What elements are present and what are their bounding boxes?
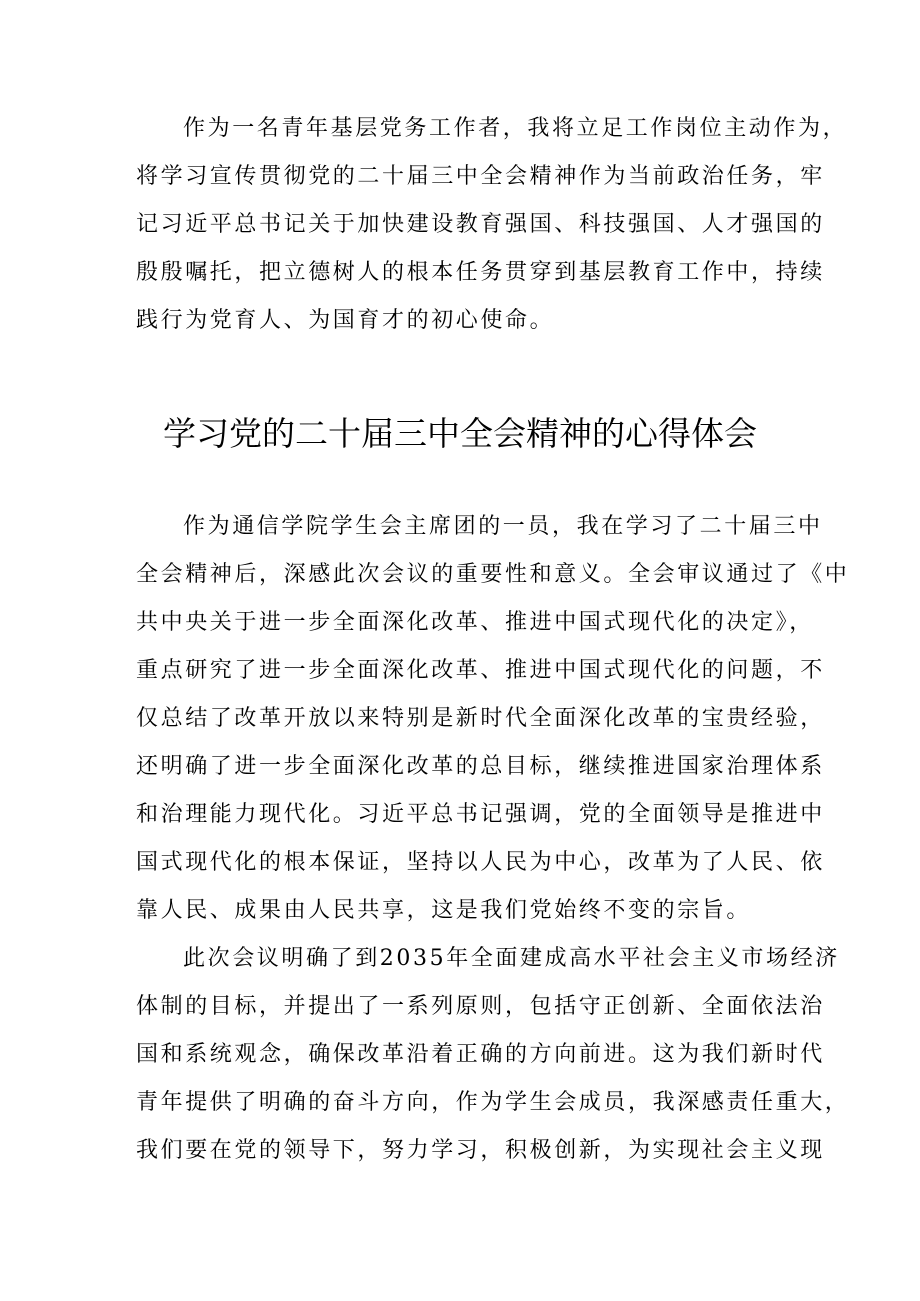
text-line: 还明确了进一步全面深化改革的总目标，继续推进国家治理体系 [136,754,825,779]
text-line: 记习近平总书记关于加快建设教育强国、科技强国、人才强国的 [136,212,825,237]
page-title: 学习党的二十届三中全会精神的心得体会 [163,414,757,453]
text-line: 作为一名青年基层党务工作者，我将立足工作岗位主动作为， [183,116,848,141]
text-line: 和治理能力现代化。习近平总书记强调，党的全面领导是推进中 [136,802,825,827]
text-line: 将学习宣传贯彻党的二十届三中全会精神作为当前政治任务，牢 [136,164,825,189]
text-line: 靠人民、成果由人民共享，这是我们党始终不变的宗旨。 [136,898,752,923]
text-line: 体制的目标，并提出了一系列原则，包括守正创新、全面依法治 [136,994,825,1019]
text-line: 国和系统观念，确保改革沿着正确的方向前进。这为我们新时代 [136,1042,825,1067]
text-line: 仅总结了改革开放以来特别是新时代全面深化改革的宝贵经验， [136,706,825,731]
text-line: 国式现代化的根本保证，坚持以人民为中心，改革为了人民、依 [136,850,825,875]
text-line: 重点研究了进一步全面深化改革、推进中国式现代化的问题，不 [136,658,825,683]
text-line: 此次会议明确了到2035年全面建成高水平社会主义市场经济 [183,946,840,971]
text-line: 践行为党育人、为国育才的初心使命。 [136,308,555,333]
text-line: 殷殷嘱托，把立德树人的根本任务贯穿到基层教育工作中，持续 [136,260,825,285]
text-line: 作为通信学院学生会主席团的一员，我在学习了二十届三中 [183,514,823,539]
text-line: 共中央关于进一步全面深化改革、推进中国式现代化的决定》， [136,610,814,635]
text-line: 全会精神后，深感此次会议的重要性和意义。全会审议通过了《中 [136,562,850,587]
text-line: 青年提供了明确的奋斗方向，作为学生会成员，我深感责任重大， [136,1090,850,1115]
text-line: 我们要在党的领导下，努力学习，积极创新，为实现社会主义现 [136,1138,825,1163]
